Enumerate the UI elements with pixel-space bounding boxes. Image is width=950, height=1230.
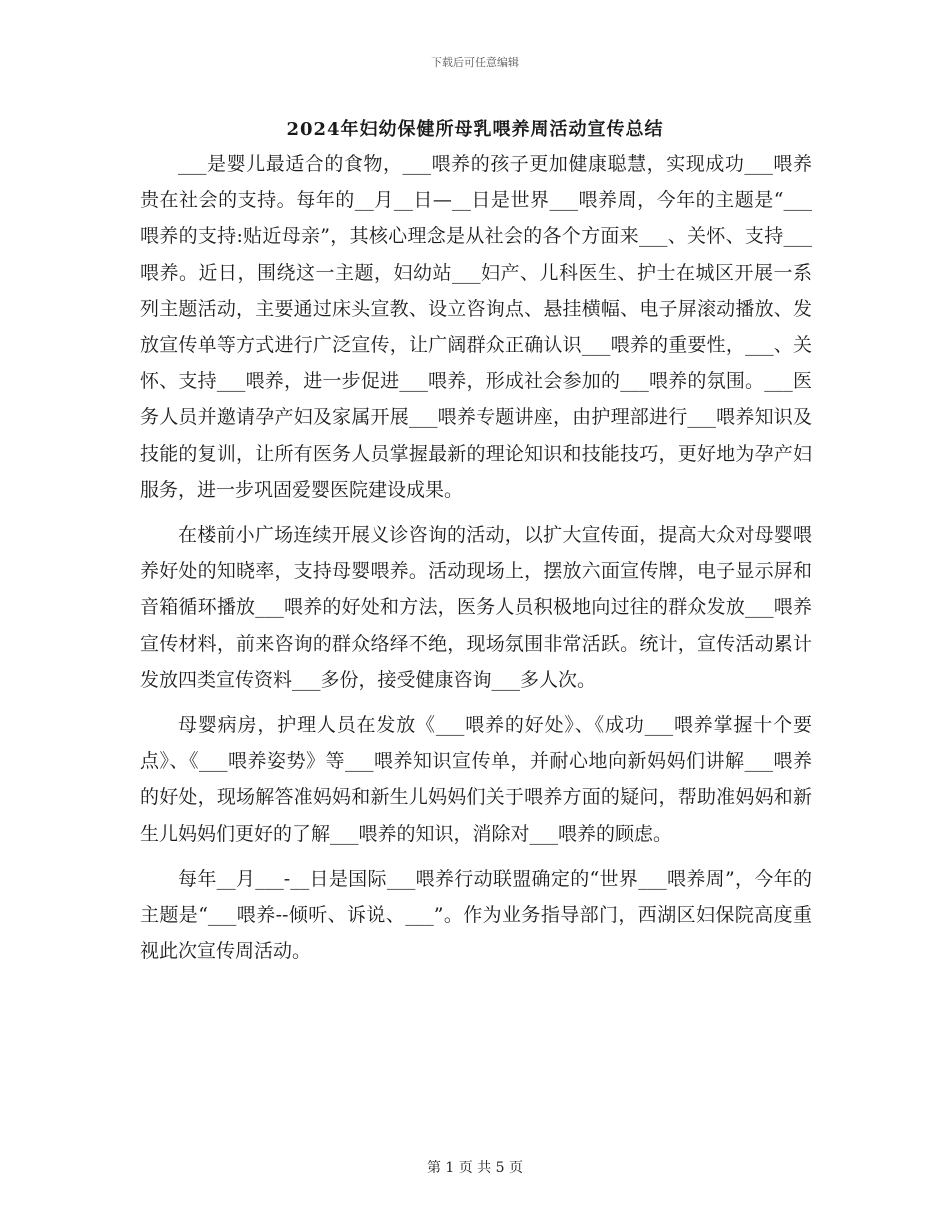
document-body — [140, 146, 812, 978]
paragraph-2: 在楼前小广场连续开展义诊咨询的活动，以扩大宣传面，提高大众对母婴喂养好处的知晓率，支持母婴喂养。活动现场上，摆放六面宣传牌，电子显示屏和音箱循环播放___喂养的好处和方法，医务人员积极地向过往的群众发放___喂养宣传材料，前来咨询的群众络绎不绝，现场氛围非常活跃。统计，宣传活动累计发放四类宣传资料___多份，接受健康咨询___多人次。 — [140, 524, 812, 691]
page-footer: 第 1 页 共 5 页 — [426, 1160, 524, 1176]
paragraph-4: 每年__月___-__日是国际___喂养行动联盟确定的“世界___喂养周”，今年的主题是“___喂养--倾听、诉说、___”。作为业务指导部门，西湖区妇保院高度重视此次宣传周活动。 — [140, 867, 812, 963]
header-note: 下载后可任意编辑 — [431, 56, 519, 69]
paragraph-3: 母婴病房，护理人员在发放《___喂养的好处》、《成功___喂养掌握十个要点》、《___喂养姿势》等___喂养知识宣传单，并耐心地向新妈妈们讲解___喂养的好处，现场解答准妈妈和新生儿妈妈们关于喂养方面的疑问，帮助准妈妈和新生儿妈妈们更好的了解___喂养的知识，消除对___喂养的顾虑。 — [140, 714, 812, 845]
document-title: 2024年妇幼保健所母乳喂养周活动宣传总结 — [286, 119, 664, 140]
paragraph-1: ___是婴儿最适合的食物，___喂养的孩子更加健康聪慧，实现成功___喂养贵在社会的支持。每年的__月__日—__日是世界___喂养周，今年的主题是“___喂养的支持:贴近母亲”，其核心理念是从社会的各个方面来___、关怀、支持___喂养。近日，围绕这一主题，妇幼站___妇产、儿科医生、护士在城区开展一系列主题活动，主要通过床头宣教、设立咨询点、悬挂横幅、电子屏滚动播放、发放宣传单等方式进行广泛宣传，让广阔群众正确认识___喂养的重要性，___、关怀、支持___喂养，进一步促进___喂养，形成社会参加的___喂养的氛围。___医务人员并邀请孕产妇及家属开展___喂养专题讲座，由护理部进行___喂养知识及技能的复训，让所有医务人员掌握最新的理论知识和技能技巧，更好地为孕产妇服务，进一步巩固爱婴医院建设成果。 — [140, 153, 812, 501]
